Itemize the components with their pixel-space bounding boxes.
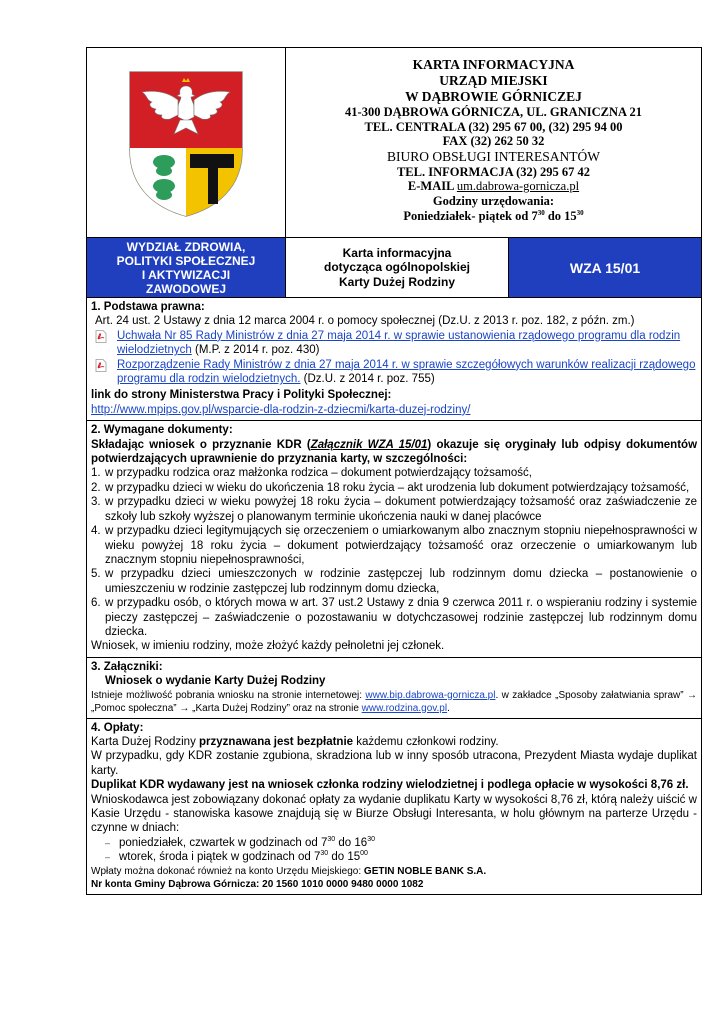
- documents-intro: Składając wniosek o przyznanie KDR (Załącznik WZA 15/01) okazuje się oryginały lub odpisy dokumentów potwierdzających uprawnienie do przyznania karty, w szczególności:: [91, 438, 698, 466]
- card-heading: KARTA INFORMACYJNA: [412, 57, 575, 72]
- title-band: [87, 238, 701, 298]
- list-item: 1. w przypadku rodzica oraz małżonka rodzica – dokument potwierdzający tożsamość,: [91, 467, 532, 480]
- account-number: Nr konta Gminy Dąbrowa Górnicza: 20 1560 1010 0000 9480 0000 1082: [91, 878, 424, 890]
- list-item: 2. w przypadku dzieci w wieku do ukończenia 18 roku życia – akt urodzenia lub dokument potwierdzający tożsamość,: [91, 481, 690, 494]
- section-heading: 1. Podstawa prawna:: [91, 301, 205, 313]
- service-office-name: BIURO OBSŁUGI INTERESANTÓW: [387, 148, 600, 164]
- coat-of-arms-cell: [87, 48, 286, 237]
- info-phone: TEL. INFORMACJA (32) 295 67 42: [396, 164, 591, 179]
- ministry-label: link do strony Ministerstwa Pracy i Polityki Społecznej:: [91, 389, 392, 402]
- legal-doc-2-link[interactable]: Rozporządzenie Rady Ministrów z dnia 27 maja 2014 r. w sprawie szczegółowych warunków realizacji rządowego programu dla rodzin wielodzietnych.: [117, 358, 696, 386]
- email-link[interactable]: um.dabrowa-gornicza.pl: [456, 179, 580, 194]
- legal-doc-2: Rozporządzenie Rady Ministrów z dnia 27 maja 2014 r. w sprawie szczegółowych warunków realizacji rządowego programu dla rodzin wielodzietnych. (Dz.U. z 2014 r. poz. 755): [95, 358, 697, 387]
- documents-footer: Wniosek, w imieniu rodziny, może złożyć każdy pełnoletni jej członek.: [91, 640, 445, 653]
- list-item: 3. w przypadku dzieci w wieku powyżej 18 roku życia – dokument potwierdzający tożsamość oraz zaświadczenie ze szkoły lub szkoły wyższej o planowanym terminie ukończenia nauki w danej placówce: [91, 496, 697, 523]
- section-legal-basis: [87, 298, 701, 421]
- cashier-hours-list: [91, 836, 697, 865]
- department-name: WYDZIAŁ ZDROWIA, POLITYKI SPOŁECZNEJ I AKTYWIZACJI ZAWODOWEJ: [87, 238, 286, 297]
- section-heading: 2. Wymagane dokumenty:: [91, 424, 233, 437]
- hours-label: Godziny urzędowania:: [432, 193, 555, 208]
- legal-doc-1-link[interactable]: Uchwała Nr 85 Rady Ministrów z dnia 27 maja 2014 r. w sprawie ustanowienia rządowego programu dla rodzin wielodzietnych: [117, 329, 681, 357]
- pdf-icon: [95, 330, 107, 343]
- ministry-link[interactable]: http://www.mpips.gov.pl/wsparcie-dla-rodzin-z-dziecmi/karta-duzej-rodziny/: [91, 403, 471, 416]
- header: [87, 48, 701, 238]
- office-info: [286, 48, 701, 237]
- rodzina-link[interactable]: www.rodzina.gov.pl: [361, 702, 448, 714]
- email-line: E-MAIL um.dabrowa-gornicza.pl: [407, 179, 580, 194]
- payment-text: Wnioskodawca jest zobowiązany dokonać opłaty za wydanie duplikatu Karty w wysokości 8,76 zł, którą należy uiścić w Kasie Urzędu - stanowiska kasowe znajdują się w Biurze Obsługi Interesanta, w holu głównym na parterze Urzędu - czynne w dniach:: [91, 793, 697, 835]
- hours-value: Poniedziałek- piątek od $7^{30}$ do $15^{30}$: [403, 208, 584, 223]
- bip-link[interactable]: www.bip.dabrowa-gornicza.pl: [365, 689, 496, 701]
- section-fees: [87, 719, 701, 894]
- bank-info: Wpłaty można dokonać również na konto Urzędu Miejskiego: GETIN NOBLE BANK S.A.: [91, 865, 487, 877]
- section-attachments: [87, 658, 701, 719]
- act-reference: Art. 24 ust. 2 Ustawy z dnia 12 marca 2004 r. o pomocy społecznej (Dz.U. z 2013 r. poz. 182, z późn. zm.): [95, 315, 635, 328]
- documents-list: [91, 466, 697, 639]
- coat-of-arms-logo: [126, 68, 246, 218]
- list-item: – poniedziałek, czwartek w godzinach od $7^{30}$ do $16^{30}$: [105, 835, 375, 849]
- attachment-note: Istnieje możliwość pobrania wniosku na stronie internetowej: www.bip.dabrowa-gornicza.pl. w zakładce „Sposoby załatwiania spraw” → „Pomoc społeczna” → „Karta Dużej Rodziny” oraz na stronie www.rodzina.gov.pl.: [91, 689, 697, 714]
- list-item: 5. w przypadku dzieci umieszczonych w rodzinie zastępczej lub rodzinnym domu dziecka – postanowienie o umieszczeniu w rodzinie zastępczej lub rodzinnym domu dziecka,: [91, 568, 697, 595]
- info-card: [86, 47, 702, 895]
- office-address: 41-300 DĄBROWA GÓRNICZA, UL. GRANICZNA 21: [345, 105, 642, 119]
- pdf-icon: [95, 359, 107, 372]
- card-title: Karta informacyjna dotycząca ogólnopolskiej Karty Dużej Rodziny: [286, 238, 509, 297]
- office-city: W DĄBROWIE GÓRNICZEJ: [405, 89, 582, 104]
- legal-doc-1: Uchwała Nr 85 Rady Ministrów z dnia 27 maja 2014 r. w sprawie ustanowienia rządowego programu dla rodzin wielodzietnych (M.P. z 2014 r. poz. 430): [95, 329, 697, 358]
- office-phone: TEL. CENTRALA (32) 295 67 00, (32) 295 94 00: [364, 119, 623, 134]
- list-item: – wtorek, środa i piątek w godzinach od $7^{30}$ do $15^{00}$: [105, 850, 368, 864]
- fee-free-text: Karta Dużej Rodziny przyznawana jest bezpłatnie każdemu członkowi rodziny.: [91, 735, 499, 748]
- section-heading: 3. Załączniki:: [91, 660, 163, 673]
- section-heading: 4. Opłaty:: [91, 721, 144, 734]
- office-fax: FAX (32) 262 50 32: [442, 134, 545, 149]
- list-item: 4. w przypadku dzieci legitymujących się orzeczeniem o umiarkowanym albo znacznym stopniu niepełnosprawności w wieku powyżej 18 roku życia – dokument potwierdzający tożsamość oraz orzeczenie o umiarkowanym lub znacznym stopniu niepełnosprawności,: [91, 525, 697, 566]
- section-required-documents: [87, 421, 701, 658]
- list-item: 6. w przypadku osób, o których mowa w art. 37 ust.2 Ustawy z dnia 9 czerwca 2011 r. o wspieraniu rodziny i systemie pieczy zastępczej – zaświadczenie o pozostawaniu w dotychczasowej rodzinie zastępczej lub rodzinnym domu dziecka.: [91, 597, 697, 638]
- card-code: WZA 15/01: [509, 238, 701, 297]
- attachment-item: Wniosek o wydanie Karty Dużej Rodziny: [105, 675, 326, 688]
- duplicate-text: W przypadku, gdy KDR zostanie zgubiona, skradziona lub w inny sposób utracona, Prezydent Miasta wydaje duplikat karty.: [91, 750, 697, 777]
- duplicate-fee-text: Duplikat KDR wydawany jest na wniosek członka rodziny wielodzietnej i podlega opłacie w wysokości 8,76 zł.: [91, 779, 689, 792]
- office-name: URZĄD MIEJSKI: [439, 73, 548, 88]
